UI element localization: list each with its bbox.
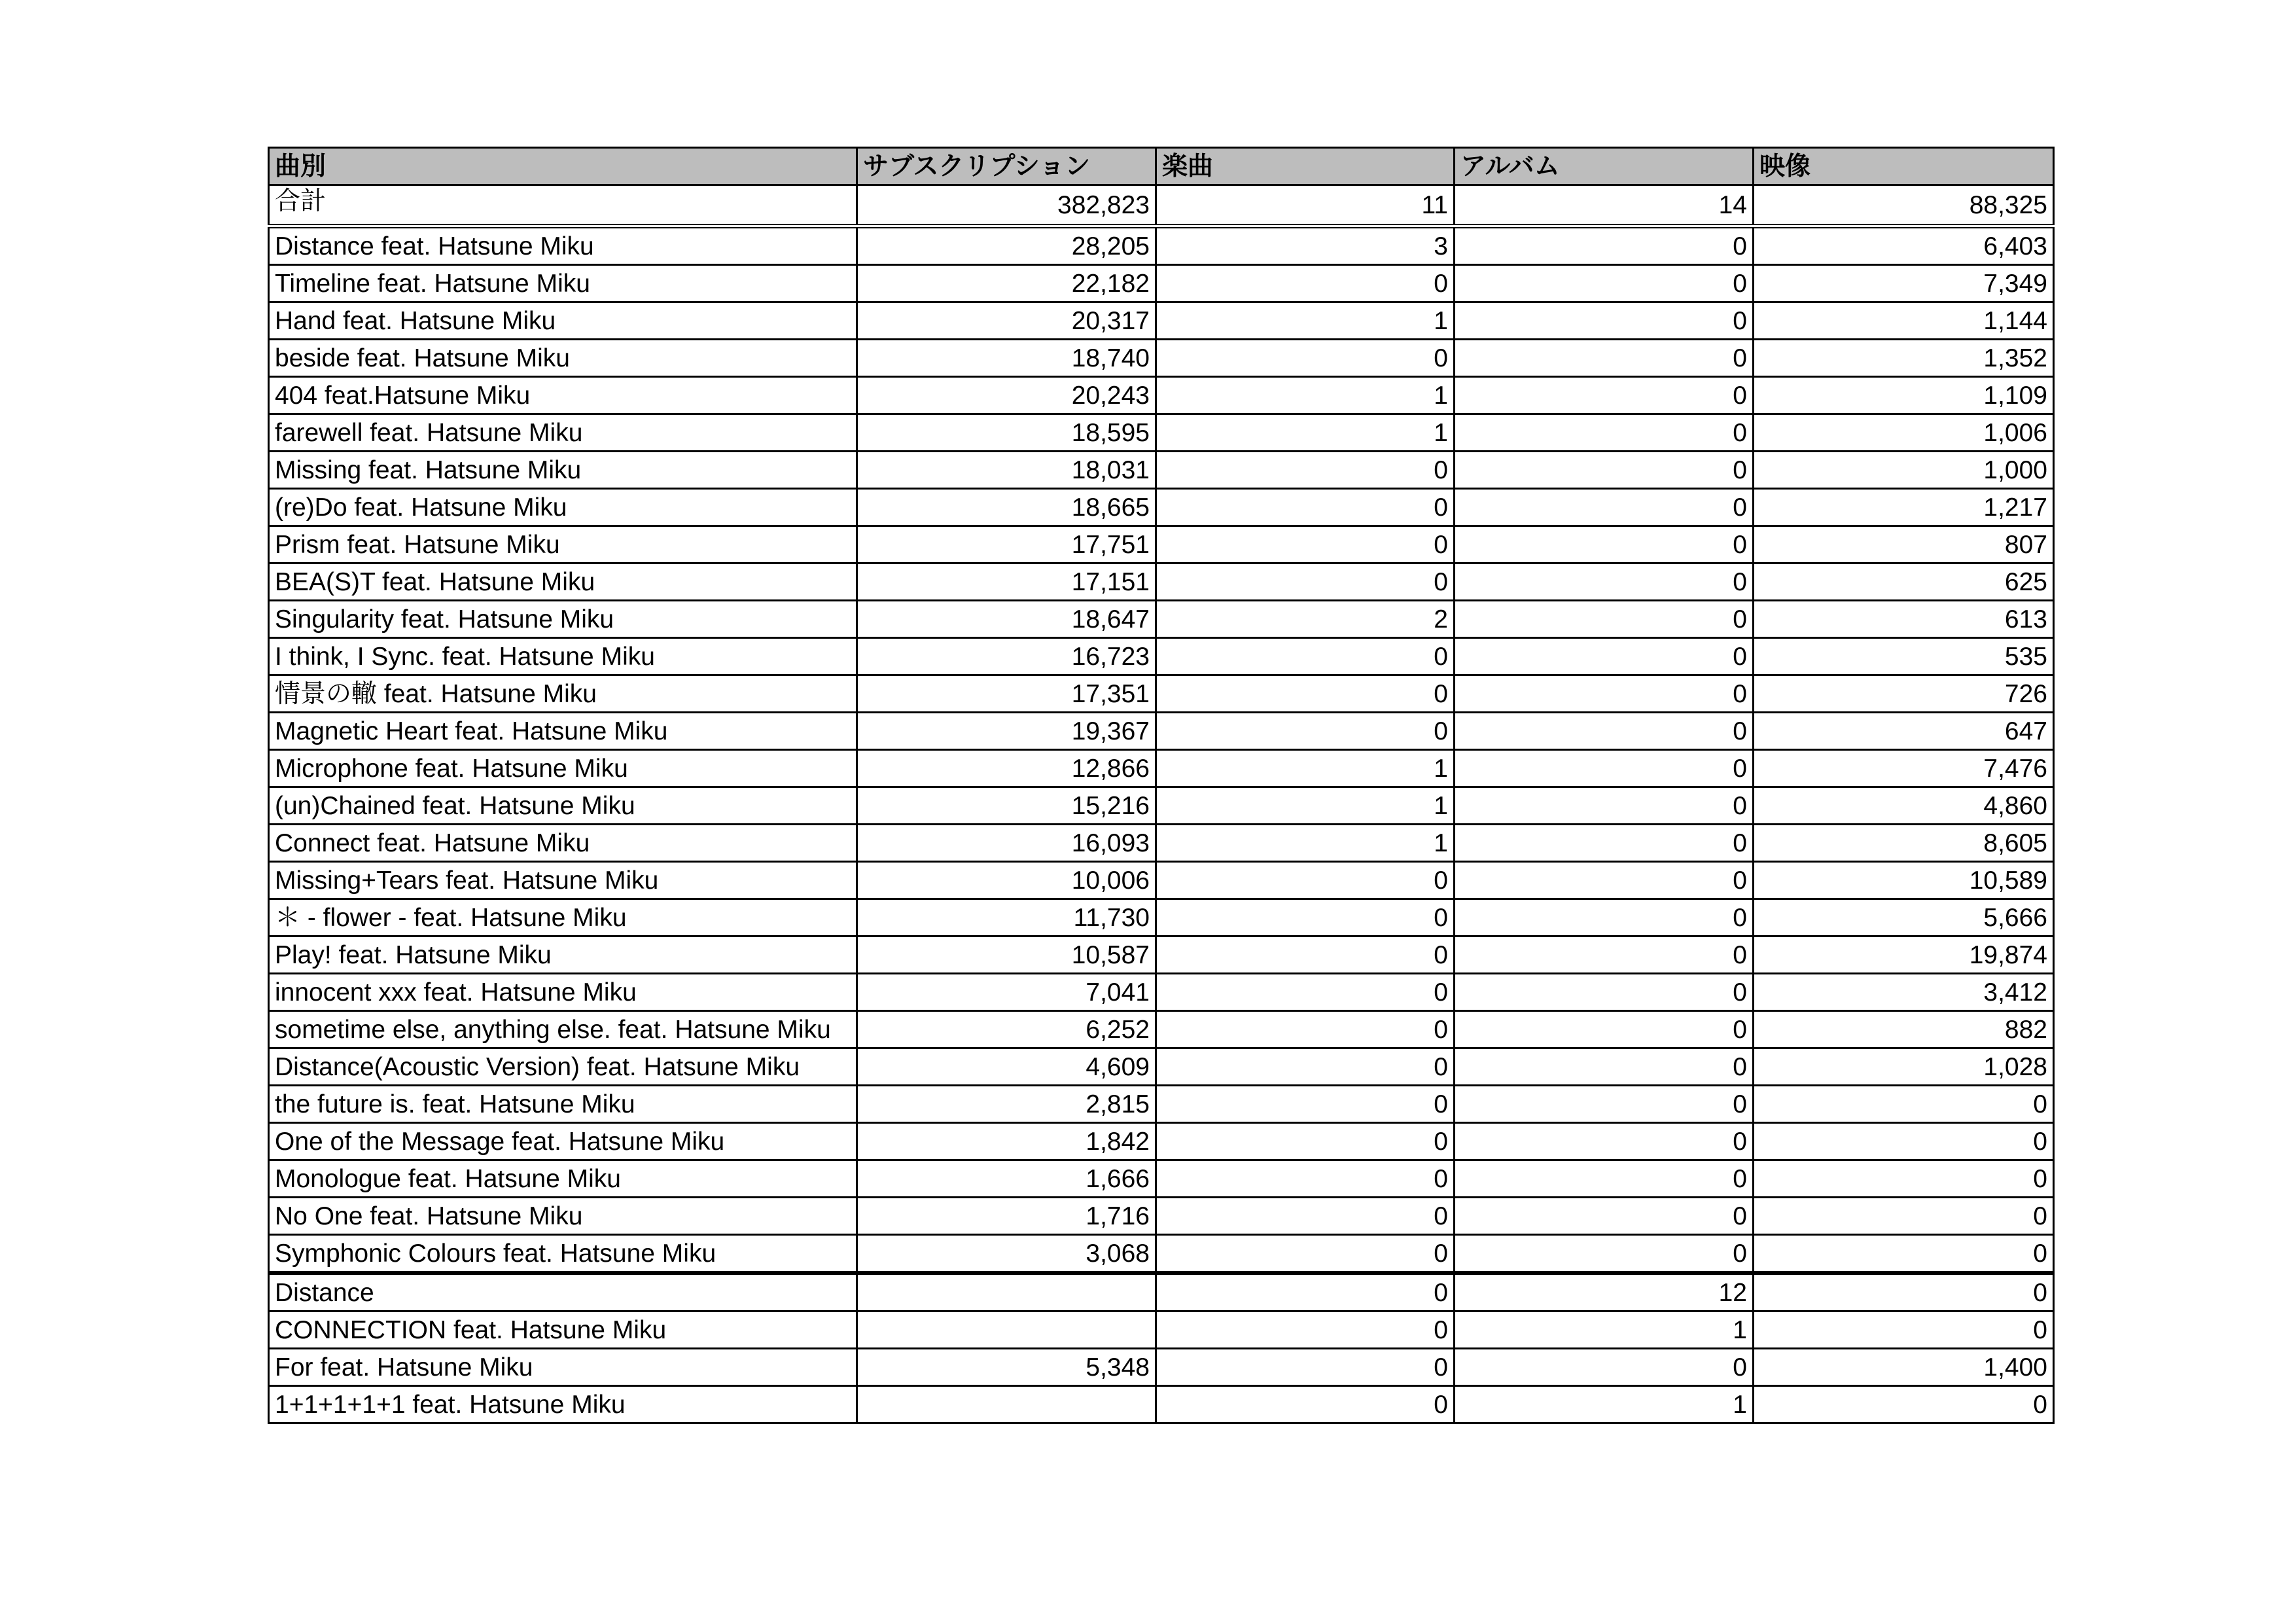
cell-subscription: 22,182 xyxy=(857,265,1156,302)
cell-subscription: 3,068 xyxy=(857,1235,1156,1274)
table-row xyxy=(269,1273,2054,1311)
cell-video: 0 xyxy=(1754,1311,2054,1349)
table-row xyxy=(269,638,2054,675)
cell-video: 1,006 xyxy=(1754,414,2054,452)
cell-subscription: 19,367 xyxy=(857,713,1156,750)
table-row xyxy=(269,340,2054,377)
cell-songs: 0 xyxy=(1156,899,1455,936)
cell-songs: 0 xyxy=(1156,1349,1455,1386)
cell-video: 535 xyxy=(1754,638,2054,675)
cell-subscription: 10,006 xyxy=(857,862,1156,899)
cell-name: 404 feat.Hatsune Miku xyxy=(269,377,857,414)
header-songs: 楽曲 xyxy=(1156,148,1455,185)
cell-albums: 0 xyxy=(1455,675,1754,713)
cell-name: Symphonic Colours feat. Hatsune Miku xyxy=(269,1235,857,1274)
cell-subscription: 18,031 xyxy=(857,452,1156,489)
cell-video: 1,000 xyxy=(1754,452,2054,489)
cell-name: BEA(S)T feat. Hatsune Miku xyxy=(269,563,857,601)
cell-subscription: 15,216 xyxy=(857,787,1156,825)
cell-video: 0 xyxy=(1754,1123,2054,1160)
cell-subscription: 18,665 xyxy=(857,489,1156,526)
sales-by-song-table xyxy=(268,147,2055,1424)
cell-video: 1,400 xyxy=(1754,1349,2054,1386)
cell-albums: 0 xyxy=(1455,750,1754,787)
cell-name: Distance(Acoustic Version) feat. Hatsune Miku xyxy=(269,1048,857,1086)
cell-songs: 1 xyxy=(1156,750,1455,787)
cell-songs: 0 xyxy=(1156,974,1455,1011)
cell-songs: 1 xyxy=(1156,377,1455,414)
cell-video: 6,403 xyxy=(1754,226,2054,265)
cell-video: 3,412 xyxy=(1754,974,2054,1011)
cell-songs: 0 xyxy=(1156,1273,1455,1311)
cell-songs: 1 xyxy=(1156,302,1455,340)
table-row xyxy=(269,601,2054,638)
cell-albums: 0 xyxy=(1455,414,1754,452)
song-rows xyxy=(269,226,2054,1274)
cell-albums: 12 xyxy=(1455,1273,1754,1311)
cell-albums: 0 xyxy=(1455,1123,1754,1160)
cell-subscription: 20,317 xyxy=(857,302,1156,340)
cell-name: Connect feat. Hatsune Miku xyxy=(269,825,857,862)
cell-subscription: 11,730 xyxy=(857,899,1156,936)
cell-video: 807 xyxy=(1754,526,2054,563)
cell-songs: 1 xyxy=(1156,787,1455,825)
cell-name: CONNECTION feat. Hatsune Miku xyxy=(269,1311,857,1349)
table-row xyxy=(269,377,2054,414)
table-row xyxy=(269,1349,2054,1386)
cell-name: No One feat. Hatsune Miku xyxy=(269,1198,857,1235)
cell-subscription: 18,740 xyxy=(857,340,1156,377)
cell-subscription: 10,587 xyxy=(857,936,1156,974)
cell-songs: 0 xyxy=(1156,1011,1455,1048)
cell-albums: 0 xyxy=(1455,713,1754,750)
cell-songs: 0 xyxy=(1156,1235,1455,1274)
table-row xyxy=(269,1011,2054,1048)
cell-songs: 0 xyxy=(1156,638,1455,675)
cell-subscription: 20,243 xyxy=(857,377,1156,414)
cell-video: 1,217 xyxy=(1754,489,2054,526)
cell-video: 0 xyxy=(1754,1386,2054,1423)
cell-name: Missing+Tears feat. Hatsune Miku xyxy=(269,862,857,899)
table-row xyxy=(269,1386,2054,1423)
cell-songs: 0 xyxy=(1156,340,1455,377)
cell-subscription xyxy=(857,1386,1156,1423)
table-row xyxy=(269,936,2054,974)
cell-albums: 0 xyxy=(1455,936,1754,974)
cell-songs: 0 xyxy=(1156,675,1455,713)
cell-subscription: 12,866 xyxy=(857,750,1156,787)
cell-video: 7,349 xyxy=(1754,265,2054,302)
cell-songs: 0 xyxy=(1156,1086,1455,1123)
cell-name: (re)Do feat. Hatsune Miku xyxy=(269,489,857,526)
cell-video: 613 xyxy=(1754,601,2054,638)
cell-name: 情景の轍 feat. Hatsune Miku xyxy=(269,675,857,713)
table-row xyxy=(269,713,2054,750)
cell-subscription: 17,351 xyxy=(857,675,1156,713)
cell-songs: 0 xyxy=(1156,1048,1455,1086)
table-row xyxy=(269,526,2054,563)
cell-name: Missing feat. Hatsune Miku xyxy=(269,452,857,489)
cell-albums: 0 xyxy=(1455,787,1754,825)
cell-video: 726 xyxy=(1754,675,2054,713)
cell-songs: 1 xyxy=(1156,825,1455,862)
total-subscription: 382,823 xyxy=(857,185,1156,226)
cell-video: 8,605 xyxy=(1754,825,2054,862)
cell-songs: 0 xyxy=(1156,936,1455,974)
cell-songs: 0 xyxy=(1156,1311,1455,1349)
header-albums: アルバム xyxy=(1455,148,1754,185)
table-row xyxy=(269,563,2054,601)
table-header xyxy=(269,148,2054,185)
cell-name: Timeline feat. Hatsune Miku xyxy=(269,265,857,302)
header-row xyxy=(269,148,2054,185)
cell-subscription: 6,252 xyxy=(857,1011,1156,1048)
cell-video: 625 xyxy=(1754,563,2054,601)
table-row xyxy=(269,265,2054,302)
cell-name: Monologue feat. Hatsune Miku xyxy=(269,1160,857,1198)
header-subscription: サブスクリプション xyxy=(857,148,1156,185)
table-row xyxy=(269,787,2054,825)
table-row xyxy=(269,750,2054,787)
cell-albums: 0 xyxy=(1455,1086,1754,1123)
cell-songs: 2 xyxy=(1156,601,1455,638)
cell-albums: 0 xyxy=(1455,1349,1754,1386)
cell-albums: 0 xyxy=(1455,1160,1754,1198)
cell-albums: 0 xyxy=(1455,452,1754,489)
cell-video: 19,874 xyxy=(1754,936,2054,974)
cell-songs: 0 xyxy=(1156,526,1455,563)
cell-video: 0 xyxy=(1754,1160,2054,1198)
cell-songs: 0 xyxy=(1156,452,1455,489)
cell-albums: 0 xyxy=(1455,601,1754,638)
cell-name: the future is. feat. Hatsune Miku xyxy=(269,1086,857,1123)
cell-name: Singularity feat. Hatsune Miku xyxy=(269,601,857,638)
cell-albums: 0 xyxy=(1455,1235,1754,1274)
cell-video: 1,028 xyxy=(1754,1048,2054,1086)
cell-songs: 1 xyxy=(1156,414,1455,452)
cell-subscription: 16,093 xyxy=(857,825,1156,862)
cell-albums: 1 xyxy=(1455,1386,1754,1423)
cell-name: beside feat. Hatsune Miku xyxy=(269,340,857,377)
total-section xyxy=(269,185,2054,226)
cell-subscription: 28,205 xyxy=(857,226,1156,265)
cell-albums: 0 xyxy=(1455,974,1754,1011)
table-row xyxy=(269,1086,2054,1123)
table-row xyxy=(269,489,2054,526)
total-songs: 11 xyxy=(1156,185,1455,226)
cell-name: One of the Message feat. Hatsune Miku xyxy=(269,1123,857,1160)
cell-subscription: 18,647 xyxy=(857,601,1156,638)
cell-songs: 0 xyxy=(1156,1198,1455,1235)
table-row xyxy=(269,675,2054,713)
total-albums: 14 xyxy=(1455,185,1754,226)
table-row xyxy=(269,414,2054,452)
cell-albums: 0 xyxy=(1455,226,1754,265)
table-row xyxy=(269,226,2054,265)
cell-albums: 0 xyxy=(1455,302,1754,340)
cell-video: 882 xyxy=(1754,1011,2054,1048)
cell-songs: 0 xyxy=(1156,1386,1455,1423)
cell-albums: 0 xyxy=(1455,563,1754,601)
cell-subscription: 1,666 xyxy=(857,1160,1156,1198)
cell-video: 0 xyxy=(1754,1235,2054,1274)
cell-video: 1,109 xyxy=(1754,377,2054,414)
total-video: 88,325 xyxy=(1754,185,2054,226)
cell-songs: 0 xyxy=(1156,563,1455,601)
sales-report-sheet xyxy=(268,147,2053,1424)
cell-albums: 1 xyxy=(1455,1311,1754,1349)
table-row xyxy=(269,825,2054,862)
cell-name: I think, I Sync. feat. Hatsune Miku xyxy=(269,638,857,675)
cell-albums: 0 xyxy=(1455,899,1754,936)
cell-name: 1+1+1+1+1 feat. Hatsune Miku xyxy=(269,1386,857,1423)
cell-video: 5,666 xyxy=(1754,899,2054,936)
cell-video: 4,860 xyxy=(1754,787,2054,825)
header-song: 曲別 xyxy=(269,148,857,185)
cell-name: Prism feat. Hatsune Miku xyxy=(269,526,857,563)
table-row xyxy=(269,452,2054,489)
cell-name: farewell feat. Hatsune Miku xyxy=(269,414,857,452)
cell-name: sometime else, anything else. feat. Hatsune Miku xyxy=(269,1011,857,1048)
table-row xyxy=(269,862,2054,899)
table-row xyxy=(269,1198,2054,1235)
cell-video: 0 xyxy=(1754,1273,2054,1311)
cell-video: 0 xyxy=(1754,1086,2054,1123)
cell-albums: 0 xyxy=(1455,638,1754,675)
cell-subscription: 5,348 xyxy=(857,1349,1156,1386)
extra-rows xyxy=(269,1273,2054,1423)
cell-songs: 0 xyxy=(1156,713,1455,750)
table-row xyxy=(269,899,2054,936)
total-label: 合計 xyxy=(269,185,857,226)
cell-albums: 0 xyxy=(1455,825,1754,862)
cell-name: Distance xyxy=(269,1273,857,1311)
header-video: 映像 xyxy=(1754,148,2054,185)
cell-songs: 0 xyxy=(1156,862,1455,899)
cell-video: 647 xyxy=(1754,713,2054,750)
cell-video: 7,476 xyxy=(1754,750,2054,787)
cell-name: Play! feat. Hatsune Miku xyxy=(269,936,857,974)
cell-subscription xyxy=(857,1273,1156,1311)
cell-subscription: 17,751 xyxy=(857,526,1156,563)
table-row xyxy=(269,1311,2054,1349)
cell-name: For feat. Hatsune Miku xyxy=(269,1349,857,1386)
cell-name: Magnetic Heart feat. Hatsune Miku xyxy=(269,713,857,750)
cell-subscription: 4,609 xyxy=(857,1048,1156,1086)
cell-songs: 0 xyxy=(1156,1123,1455,1160)
cell-name: innocent xxx feat. Hatsune Miku xyxy=(269,974,857,1011)
cell-subscription: 1,716 xyxy=(857,1198,1156,1235)
cell-songs: 0 xyxy=(1156,489,1455,526)
cell-name: Hand feat. Hatsune Miku xyxy=(269,302,857,340)
cell-video: 1,144 xyxy=(1754,302,2054,340)
cell-video: 0 xyxy=(1754,1198,2054,1235)
cell-name: ＊ - flower - feat. Hatsune Miku xyxy=(269,899,857,936)
cell-albums: 0 xyxy=(1455,1011,1754,1048)
cell-name: (un)Chained feat. Hatsune Miku xyxy=(269,787,857,825)
cell-subscription: 18,595 xyxy=(857,414,1156,452)
cell-albums: 0 xyxy=(1455,340,1754,377)
cell-albums: 0 xyxy=(1455,265,1754,302)
cell-songs: 0 xyxy=(1156,265,1455,302)
cell-name: Distance feat. Hatsune Miku xyxy=(269,226,857,265)
table-row xyxy=(269,974,2054,1011)
cell-video: 10,589 xyxy=(1754,862,2054,899)
cell-subscription: 17,151 xyxy=(857,563,1156,601)
table-row xyxy=(269,1123,2054,1160)
cell-songs: 3 xyxy=(1156,226,1455,265)
cell-name: Microphone feat. Hatsune Miku xyxy=(269,750,857,787)
cell-albums: 0 xyxy=(1455,526,1754,563)
cell-subscription: 1,842 xyxy=(857,1123,1156,1160)
cell-subscription: 2,815 xyxy=(857,1086,1156,1123)
cell-subscription: 7,041 xyxy=(857,974,1156,1011)
total-row xyxy=(269,185,2054,226)
cell-subscription xyxy=(857,1311,1156,1349)
cell-subscription: 16,723 xyxy=(857,638,1156,675)
table-row xyxy=(269,1048,2054,1086)
table-row xyxy=(269,1160,2054,1198)
cell-video: 1,352 xyxy=(1754,340,2054,377)
cell-albums: 0 xyxy=(1455,1198,1754,1235)
cell-songs: 0 xyxy=(1156,1160,1455,1198)
cell-albums: 0 xyxy=(1455,862,1754,899)
cell-albums: 0 xyxy=(1455,489,1754,526)
table-row xyxy=(269,302,2054,340)
table-row xyxy=(269,1235,2054,1274)
cell-albums: 0 xyxy=(1455,377,1754,414)
cell-albums: 0 xyxy=(1455,1048,1754,1086)
